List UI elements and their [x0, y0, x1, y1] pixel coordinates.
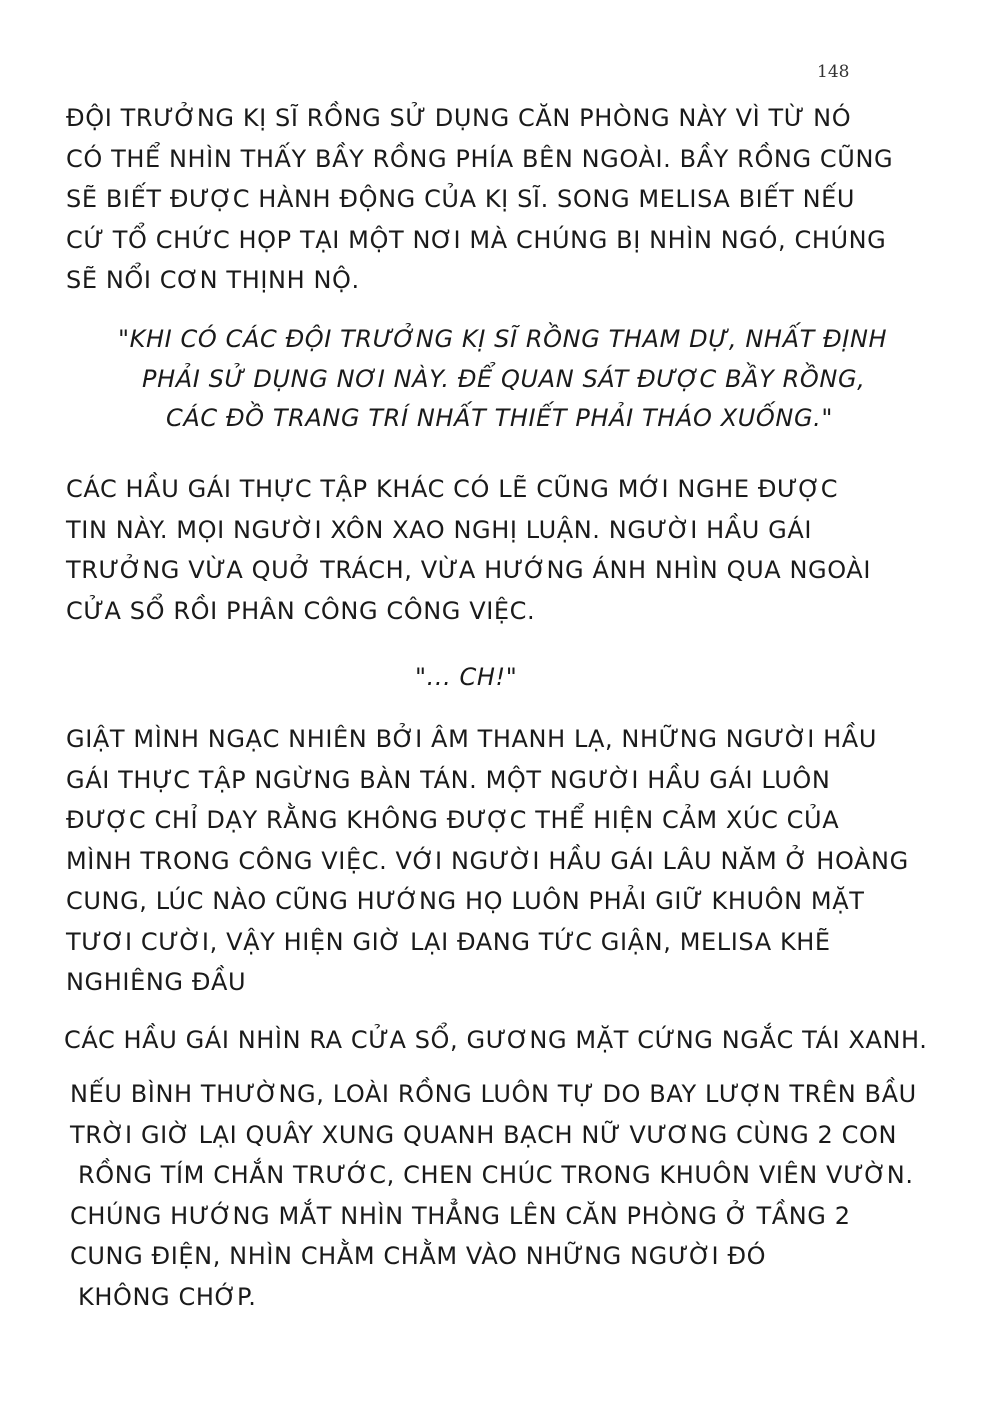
text-line: MÌNH TRONG CÔNG VIỆC. VỚI NGƯỜI HẦU GÁI LÂU NĂM Ở HOÀNG — [66, 846, 909, 875]
text-line: RỒNG TÍM CHẮN TRƯỚC, CHEN CHÚC TRONG KHUÔN VIÊN VƯỜN. — [78, 1161, 914, 1189]
quote-line: PHẢI SỬ DỤNG NƠI NÀY. ĐỂ QUAN SÁT ĐƯỢC BẦY RỒNG, — [142, 364, 866, 393]
text-line: TIN NÀY. MỌI NGƯỜI XÔN XAO NGHỊ LUẬN. NGƯỜI HẦU GÁI — [66, 515, 813, 544]
quote-paragraph — [118, 320, 887, 439]
paragraph-3 — [66, 469, 871, 631]
quote-line: CÁC ĐỒ TRANG TRÍ NHẤT THIẾT PHẢI THÁO XUỐNG." — [166, 404, 834, 432]
text-line: ĐỘI TRƯỞNG KỊ SĨ RỒNG SỬ DỤNG CĂN PHÒNG NÀY VÌ TỪ NÓ — [66, 104, 852, 132]
paragraph-6 — [64, 1020, 927, 1061]
text-line: SẼ BIẾT ĐƯỢC HÀNH ĐỘNG CỦA KỊ SĨ. SONG MELISA BIẾT NẾU — [66, 185, 856, 213]
text-line: TRƯỞNG VỪA QUỞ TRÁCH, VỪA HƯỚNG ÁNH NHÌN QUA NGOÀI — [66, 556, 872, 584]
text-line: ĐƯỢC CHỈ DẠY RẰNG KHÔNG ĐƯỢC THỂ HIỆN CẢM XÚC CỦA — [66, 806, 840, 834]
text-line: TƯƠI CƯỜI, VẬY HIỆN GIỜ LẠI ĐANG TỨC GIẬN, MELISA KHẼ — [66, 927, 831, 956]
text-line: GIẬT MÌNH NGẠC NHIÊN BỞI ÂM THANH LẠ, NHỮNG NGƯỜI HẦU — [66, 725, 877, 753]
text-line: NẾU BÌNH THƯỜNG, LOÀI RỒNG LUÔN TỰ DO BAY LƯỢN TRÊN BẦU — [70, 1080, 917, 1108]
text-line: CUNG ĐIỆN, NHÌN CHẰM CHẰM VÀO NHỮNG NGƯỜI ĐÓ — [70, 1242, 767, 1270]
page-number: 148 — [817, 62, 850, 82]
text-line: CÁC HẦU GÁI THỰC TẬP KHÁC CÓ LẼ CŨNG MỚI NGHE ĐƯỢC — [66, 475, 839, 503]
text-line: CỨ TỔ CHỨC HỌP TẠI MỘT NƠI MÀ CHÚNG BỊ NHÌN NGÓ, CHÚNG — [66, 225, 887, 254]
paragraph-5 — [66, 719, 909, 1003]
text-line: NGHIÊNG ĐẦU — [66, 968, 247, 996]
text-line: TRỜI GIỜ LẠI QUÂY XUNG QUANH BẠCH NỮ VƯƠNG CÙNG 2 CON — [70, 1120, 898, 1149]
quote-line: "KHI CÓ CÁC ĐỘI TRƯỞNG KỊ SĨ RỒNG THAM DỰ, NHẤT ĐỊNH — [118, 325, 888, 353]
text-line: CÁC HẦU GÁI NHÌN RA CỬA SỔ, GƯƠNG MẶT CỨNG NGẮC TÁI XANH. — [64, 1026, 928, 1054]
text-line: CÓ THỂ NHÌN THẤY BẦY RỒNG PHÍA BÊN NGOÀI. BẦY RỒNG CŨNG — [66, 144, 894, 173]
text-line: GÁI THỰC TẬP NGỪNG BÀN TÁN. MỘT NGƯỜI HẦU GÁI LUÔN — [66, 765, 831, 794]
text-line: CHÚNG HƯỚNG MẮT NHÌN THẲNG LÊN CĂN PHÒNG Ở TẦNG 2 — [70, 1201, 851, 1230]
text-line: KHÔNG CHỚP. — [78, 1282, 257, 1311]
exclamation-line — [415, 658, 517, 698]
text-line: SẼ NỔI CƠN THỊNH NỘ. — [66, 266, 360, 294]
text-line: CUNG, LÚC NÀO CŨNG HƯỚNG HỌ LUÔN PHẢI GIỮ KHUÔN MẶT — [66, 887, 865, 915]
paragraph-1 — [66, 98, 893, 301]
paragraph-7 — [70, 1074, 917, 1317]
text-line: CỬA SỔ RỒI PHÂN CÔNG CÔNG VIỆC. — [66, 596, 536, 625]
quote-line: "... CH!" — [415, 663, 518, 691]
